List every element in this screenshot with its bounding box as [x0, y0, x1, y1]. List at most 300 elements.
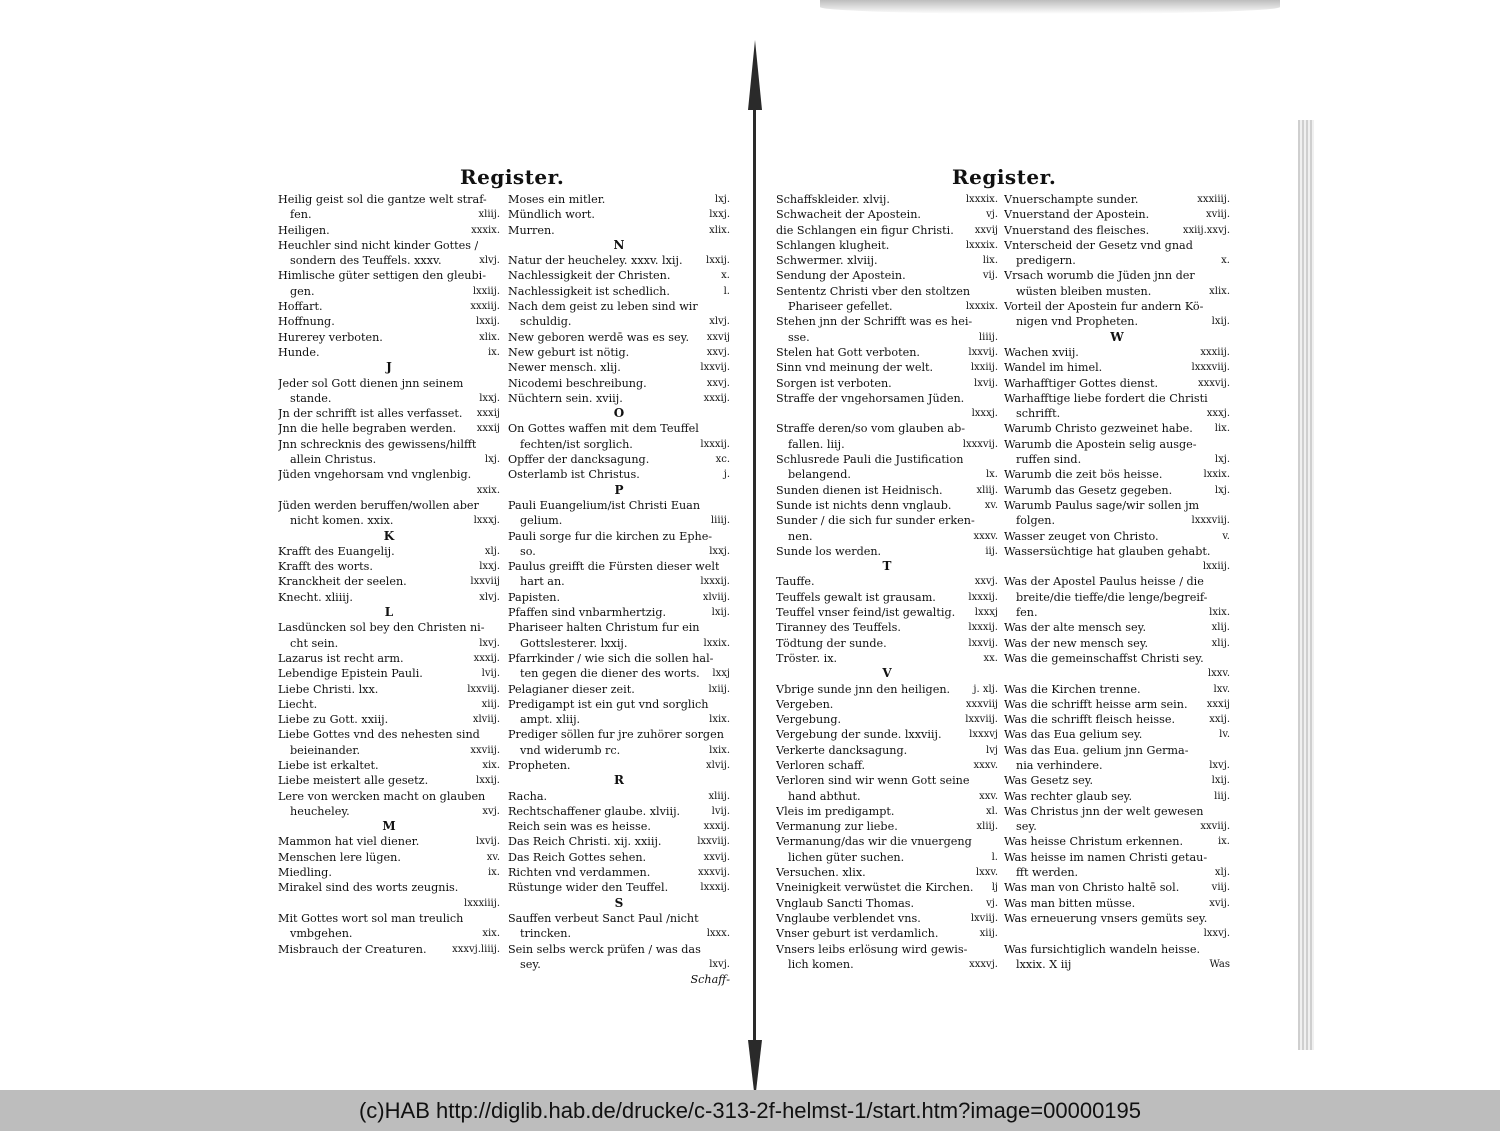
index-entry: [508, 574, 730, 589]
entry-page-ref: lxix.: [709, 714, 730, 726]
index-entry: [776, 574, 998, 589]
index-entry: [1004, 743, 1230, 758]
gutter-line: [753, 100, 756, 1060]
section-letter: M: [382, 819, 396, 834]
entry-text: Was man bitten müsse.: [1004, 896, 1136, 910]
entry-text: Straffe der vngehorsamen Jüden.: [776, 391, 965, 405]
entry-text: Newer mensch. xlij.: [508, 361, 621, 375]
index-entry: [508, 850, 730, 865]
entry-text: nigen vnd Propheten.: [1016, 315, 1139, 329]
entry-page-ref: xxxvj.liiij.: [452, 943, 500, 955]
index-entry: [508, 376, 730, 391]
entry-page-ref: [496, 192, 500, 207]
index-entry: [278, 314, 500, 329]
index-entry: [1004, 376, 1230, 391]
right-page-heading: Register.: [952, 165, 1057, 189]
entry-page-ref: lxxxij.: [968, 622, 998, 634]
entry-page-ref: l.: [991, 851, 998, 863]
entry-text: ten gegen die diener des worts.: [520, 667, 700, 681]
entry-page-ref: lxxvij.: [968, 346, 998, 358]
entry-text: Mammon hat viel diener.: [278, 835, 420, 849]
index-entry: [776, 773, 998, 788]
index-entry: [1004, 590, 1230, 605]
entry-page-ref: [1226, 804, 1230, 819]
entry-page-ref: lxxxij.: [700, 576, 730, 588]
entry-page-ref: lxj.: [1214, 484, 1230, 496]
entry-text: Paulus greifft die Fürsten dieser welt: [508, 560, 720, 574]
index-entry: [278, 666, 500, 681]
entry-text: Vnglaub Sancti Thomas.: [776, 896, 915, 910]
index-entry: [278, 697, 500, 712]
entry-text: Warumb die Apostein selig ausge-: [1004, 437, 1197, 451]
entry-page-ref: [726, 697, 730, 712]
index-entry: [776, 406, 998, 421]
entry-page-ref: xviij.: [1206, 209, 1230, 221]
entry-text: Lere von wercken macht on glauben: [278, 789, 486, 803]
entry-text: stande.: [290, 391, 332, 405]
entry-text: Verloren sind wir wenn Gott seine: [776, 774, 970, 788]
entry-text: Menschen lere lügen.: [278, 850, 401, 864]
index-entry: [508, 834, 730, 849]
entry-page-ref: lxxxviij.: [1191, 515, 1230, 527]
entry-page-ref: [1226, 911, 1230, 926]
index-entry: [1004, 942, 1230, 957]
index-entry: [1004, 421, 1230, 436]
entry-text: Nach dem geist zu leben sind wir: [508, 300, 698, 314]
entry-page-ref: xxvij: [706, 331, 730, 343]
entry-page-ref: vij.: [982, 270, 998, 282]
entry-text: Warhafftiger Gottes dienst.: [1004, 376, 1159, 390]
entry-text: Tödtung der sunde.: [776, 636, 887, 650]
entry-text: Warumb Paulus sage/wir sollen jm: [1004, 498, 1200, 512]
index-entry: [776, 880, 998, 895]
index-entry: [776, 697, 998, 712]
entry-page-ref: lxxviij: [470, 576, 500, 588]
index-entry: [278, 284, 500, 299]
entry-text: Das Reich Gottes sehen.: [508, 850, 647, 864]
index-entry: [508, 590, 730, 605]
entry-text: gen.: [290, 284, 315, 298]
entry-page-ref: lxxiij.: [970, 362, 998, 374]
entry-page-ref: xxvij: [974, 224, 998, 236]
index-entry: [1004, 360, 1230, 375]
entry-page-ref: xxxij.: [473, 652, 500, 664]
entry-text: Sunden dienen ist Heidnisch.: [776, 483, 943, 497]
index-entry: [776, 376, 998, 391]
index-entry: [1004, 834, 1230, 849]
entry-page-ref: [1226, 437, 1230, 452]
entry-page-ref: xxxvij.: [697, 867, 730, 879]
entry-page-ref: [1226, 391, 1230, 406]
index-entry: [776, 911, 998, 926]
entry-text: Teuffel vnser feind/ist gewaltig.: [776, 606, 956, 620]
entry-page-ref: [1226, 498, 1230, 513]
entry-page-ref: xxxij.: [703, 392, 730, 404]
entry-text: ruffen sind.: [1016, 453, 1082, 467]
entry-page-ref: [1226, 942, 1230, 957]
index-entry: [508, 360, 730, 375]
entry-page-ref: xvj.: [482, 805, 500, 817]
index-entry: [1004, 544, 1230, 559]
entry-page-ref: lxxj.: [709, 209, 730, 221]
entry-page-ref: lxxxvj: [969, 729, 998, 741]
index-entry: [1004, 452, 1230, 467]
index-entry: [508, 605, 730, 620]
index-entry: [278, 192, 500, 207]
index-entry: [1004, 666, 1230, 681]
index-entry: [1004, 513, 1230, 528]
entry-page-ref: [1226, 238, 1230, 253]
index-entry: [278, 467, 500, 482]
entry-text: fen.: [1016, 606, 1038, 620]
entry-text: Mirakel sind des worts zeugnis.: [278, 881, 459, 895]
entry-page-ref: [496, 467, 500, 482]
index-entry: [1004, 529, 1230, 544]
entry-page-ref: xlviij.: [472, 714, 500, 726]
entry-page-ref: [496, 789, 500, 804]
index-entry: [776, 437, 998, 452]
index-entry: [278, 544, 500, 559]
entry-page-ref: j.: [723, 469, 730, 481]
entry-text: Straffe deren/so vom glauben ab-: [776, 422, 966, 436]
index-entry: [1004, 773, 1230, 788]
entry-text: New geburt ist nötig.: [508, 345, 630, 359]
entry-text: Hoffnung.: [278, 315, 335, 329]
entry-page-ref: [994, 452, 998, 467]
index-entry: [776, 636, 998, 651]
entry-text: Himlische güter settigen den gleubi-: [278, 269, 486, 283]
entry-text: die Schlangen ein figur Christi.: [776, 223, 954, 237]
index-entry: [508, 712, 730, 727]
entry-page-ref: xxxij: [476, 423, 500, 435]
entry-page-ref: [994, 284, 998, 299]
entry-page-ref: [496, 376, 500, 391]
entry-page-ref: [726, 651, 730, 666]
section-letter: P: [614, 482, 624, 497]
entry-text: Vnglaube verblendet vns.: [776, 911, 921, 925]
index-entry: [1004, 712, 1230, 727]
entry-page-ref: lxvij.: [476, 836, 500, 848]
entry-page-ref: lxxiij.: [1202, 561, 1230, 573]
entry-page-ref: [994, 773, 998, 788]
index-entry: [1004, 605, 1230, 620]
entry-page-ref: x.: [721, 270, 730, 282]
entry-text: Vnuerschampte sunder.: [1004, 193, 1139, 206]
index-entry: [1004, 911, 1230, 926]
entry-text: Pauli sorge fur die kirchen zu Ephe-: [508, 529, 713, 543]
entry-page-ref: [726, 421, 730, 436]
index-entry: [776, 223, 998, 238]
entry-page-ref: xxxix.: [471, 224, 500, 236]
entry-text: fen.: [290, 208, 312, 222]
index-entry: [776, 942, 998, 957]
index-entry: [508, 666, 730, 681]
index-entry: [1004, 391, 1230, 406]
entry-text: Schlangen klugheit.: [776, 238, 890, 252]
entry-text: Racha.: [508, 789, 548, 803]
entry-page-ref: lxxv.: [1207, 668, 1230, 680]
entry-text: lich komen.: [788, 957, 854, 971]
entry-text: Was heisse Christum erkennen.: [1004, 835, 1184, 849]
entry-text: beieinander.: [290, 743, 361, 757]
copyright-footer: (c)HAB http://diglib.hab.de/drucke/c-313-2f-helmst-1/start.htm?image=00000195: [0, 1090, 1500, 1131]
entry-page-ref: lxj.: [484, 454, 500, 466]
entry-page-ref: [1226, 299, 1230, 314]
index-entry: [278, 712, 500, 727]
index-entry: [508, 682, 730, 697]
entry-page-ref: xlj.: [484, 545, 500, 557]
entry-text: gelium.: [520, 514, 563, 528]
entry-page-ref: [726, 299, 730, 314]
entry-page-ref: xxviij.: [470, 744, 500, 756]
entry-page-ref: xliij.: [478, 209, 500, 221]
index-entry: [776, 513, 998, 528]
entry-page-ref: ix.: [487, 867, 500, 879]
entry-text: Vnsers leibs erlösung wird gewis-: [776, 942, 968, 956]
index-entry: [508, 284, 730, 299]
entry-text: Tiranney des Teuffels.: [776, 621, 901, 635]
index-entry: [1004, 498, 1230, 513]
entry-text: Wasser zeuget von Christo.: [1004, 529, 1159, 543]
index-entry: [776, 896, 998, 911]
entry-page-ref: [496, 727, 500, 742]
entry-text: [1004, 666, 1016, 681]
index-entry: [508, 345, 730, 360]
entry-text: Pelagianer dieser zeit.: [508, 682, 635, 696]
entry-page-ref: lv.: [1219, 729, 1230, 741]
index-entry: [1004, 926, 1230, 941]
index-entry: [278, 330, 500, 345]
entry-page-ref: x.: [1221, 255, 1230, 267]
entry-page-ref: xlix.: [479, 331, 500, 343]
entry-text: Sinn vnd meinung der welt.: [776, 361, 934, 375]
entry-text: Vneinigkeit verwüstet die Kirchen.: [776, 881, 974, 895]
entry-text: Liecht.: [278, 697, 318, 711]
entry-page-ref: lxxviij.: [697, 836, 730, 848]
entry-page-ref: liiij.: [978, 331, 998, 343]
entry-page-ref: xxxviij: [965, 698, 998, 710]
index-entry: [1004, 574, 1230, 589]
entry-page-ref: lxxix.: [1203, 469, 1230, 481]
entry-page-ref: lxij.: [1211, 775, 1230, 787]
entry-text: Sunde ist nichts denn vnglaub.: [776, 498, 952, 512]
entry-page-ref: xliij.: [708, 790, 730, 802]
index-entry: [776, 789, 998, 804]
entry-page-ref: lvj: [986, 744, 998, 756]
entry-text: belangend.: [788, 468, 851, 482]
entry-text: Tauffe.: [776, 575, 815, 589]
entry-text: Nachlessigkeit der Christen.: [508, 269, 671, 283]
entry-text: Was das Eua gelium sey.: [1004, 728, 1143, 742]
entry-text: Sunder / die sich fur sunder erken-: [776, 514, 975, 528]
entry-page-ref: [994, 942, 998, 957]
index-entry: [1004, 804, 1230, 819]
entry-text: Warumb die zeit bös heisse.: [1004, 468, 1163, 482]
index-entry: [278, 406, 500, 421]
entry-text: Stehen jnn der Schrifft was es hei-: [776, 315, 973, 329]
entry-text: Pfaffen sind vnbarmhertzig.: [508, 606, 667, 620]
entry-page-ref: [726, 727, 730, 742]
entry-page-ref: xix.: [482, 928, 500, 940]
entry-text: Prediger söllen fur jre zuhörer sorgen: [508, 728, 724, 742]
entry-text: Gottslesterer. lxxij.: [520, 636, 628, 650]
index-entry: [508, 727, 730, 742]
entry-page-ref: xlij.: [1211, 637, 1230, 649]
entry-text: Jeder sol Gott dienen jnn seinem: [278, 376, 464, 390]
index-entry: [776, 804, 998, 819]
index-entry: [776, 590, 998, 605]
index-entry: [776, 238, 998, 253]
entry-page-ref: xxxvj.: [969, 958, 998, 970]
entry-page-ref: lxxxix.: [965, 194, 998, 205]
entry-page-ref: lxiij.: [708, 683, 730, 695]
index-entry: [278, 942, 500, 957]
entry-text: Nüchtern sein. xviij.: [508, 391, 623, 405]
index-entry: [1004, 238, 1230, 253]
entry-text: Vrsach worumb die Jüden jnn der: [1004, 269, 1195, 283]
entry-page-ref: xxxvij.: [1197, 377, 1230, 389]
index-entry: [278, 590, 500, 605]
entry-page-ref: [496, 498, 500, 513]
entry-text: Nicodemi beschreibung.: [508, 376, 647, 390]
entry-text: Pauli Euangelium/ist Christi Euan: [508, 498, 701, 512]
index-entry: [278, 911, 500, 926]
entry-text: [1004, 559, 1016, 574]
index-entry: [508, 620, 730, 635]
entry-page-ref: lxxv.: [975, 867, 998, 879]
index-entry: [508, 268, 730, 283]
entry-text: Rechtschaffener glaube. xlviij.: [508, 804, 681, 818]
entry-page-ref: lxxx.: [706, 928, 730, 940]
entry-text: Jüden werden beruffen/wollen aber: [278, 498, 479, 512]
entry-text: sse.: [788, 330, 810, 344]
left-column-2: [508, 192, 730, 987]
entry-page-ref: xxvij.: [703, 851, 730, 863]
index-entry: [1004, 559, 1230, 574]
index-entry: [776, 391, 998, 406]
entry-text: Was erneuerung vnsers gemüts sey.: [1004, 911, 1208, 925]
entry-page-ref: xxxj.: [1206, 408, 1230, 420]
index-entry: [278, 804, 500, 819]
entry-page-ref: lxix.: [709, 744, 730, 756]
entry-text: Teuffels gewalt ist grausam.: [776, 590, 936, 604]
index-entry: [278, 865, 500, 880]
entry-page-ref: lxvj.: [479, 637, 500, 649]
entry-page-ref: [1226, 590, 1230, 605]
index-entry: [1004, 850, 1230, 865]
index-entry: [776, 544, 998, 559]
entry-page-ref: [496, 437, 500, 452]
entry-text: schrifft.: [1016, 407, 1061, 421]
entry-page-ref: lxxxix.: [965, 239, 998, 251]
index-entry: [776, 268, 998, 283]
entry-text: Lasdüncken sol bey den Christen ni-: [278, 621, 485, 635]
index-entry: [508, 789, 730, 804]
entry-page-ref: lxxxij.: [700, 438, 730, 450]
index-entry: [776, 498, 998, 513]
entry-page-ref: viij.: [1211, 882, 1230, 894]
entry-text: Vergebung.: [776, 713, 842, 727]
entry-page-ref: lxxix.: [703, 637, 730, 649]
entry-text: schuldig.: [520, 315, 572, 329]
entry-page-ref: lxxxj: [974, 607, 998, 619]
entry-page-ref: [496, 911, 500, 926]
entry-page-ref: vj.: [986, 209, 998, 221]
entry-text: Heiligen.: [278, 223, 330, 237]
entry-text: On Gottes waffen mit dem Teuffel: [508, 422, 699, 436]
index-entry: [508, 880, 730, 895]
index-entry: [278, 421, 500, 436]
entry-page-ref: [1226, 574, 1230, 589]
index-entry: [776, 819, 998, 834]
entry-page-ref: [726, 911, 730, 926]
entry-text: Liebe meistert alle gesetz.: [278, 774, 429, 788]
index-entry: [776, 727, 998, 742]
entry-text: Predigampt ist ein gut vnd sorglich: [508, 697, 709, 711]
index-entry: [278, 789, 500, 804]
index-entry: [278, 437, 500, 452]
entry-page-ref: v.: [1222, 530, 1230, 542]
index-entry: [776, 529, 998, 544]
index-entry: [776, 467, 998, 482]
entry-text: Hurerey verboten.: [278, 330, 383, 344]
index-entry: [1004, 636, 1230, 651]
entry-text: Sunde los werden.: [776, 544, 882, 558]
index-entry: [1004, 223, 1230, 238]
entry-text: Nachlessigkeit ist schedlich.: [508, 284, 670, 298]
entry-text: Vermanung zur liebe.: [776, 820, 898, 834]
entry-page-ref: xlj.: [1214, 867, 1230, 879]
index-entry: [278, 452, 500, 467]
entry-text: Krafft des worts.: [278, 560, 373, 574]
entry-text: allein Christus.: [290, 453, 377, 467]
index-entry: [508, 942, 730, 957]
entry-page-ref: lvij.: [481, 668, 500, 680]
index-entry: [508, 819, 730, 834]
entry-text: predigern.: [1016, 254, 1076, 268]
entry-text: fechten/ist sorglich.: [520, 437, 633, 451]
entry-text: Natur der heucheley. xxxv. lxij.: [508, 254, 683, 268]
entry-text: Papisten.: [508, 590, 561, 604]
section-letter: N: [613, 237, 625, 252]
index-entry: [1004, 284, 1230, 299]
index-entry: [776, 360, 998, 375]
entry-text: Was man von Christo haltē sol.: [1004, 881, 1180, 895]
entry-text: Was die gemeinschaffst Christi sey.: [1004, 651, 1204, 665]
entry-text: Schwacheit der Apostein.: [776, 208, 921, 222]
entry-page-ref: [994, 391, 998, 406]
entry-page-ref: [726, 620, 730, 635]
section-letter: T: [882, 559, 892, 574]
index-entry: [508, 314, 730, 329]
section-letter: O: [613, 406, 625, 421]
entry-page-ref: lxxij.: [476, 316, 500, 328]
entry-page-ref: xv.: [486, 851, 500, 863]
entry-text: Vergebung der sunde. lxxviij.: [776, 728, 942, 742]
entry-text: Reich sein was es heisse.: [508, 820, 651, 834]
catchword: Schaff-: [690, 973, 730, 987]
entry-page-ref: lxxij.: [476, 775, 500, 787]
entry-text: Liebe Christi. lxx.: [278, 682, 379, 696]
index-entry: [1004, 467, 1230, 482]
entry-page-ref: xlij.: [1211, 622, 1230, 634]
entry-text: Was der new mensch sey.: [1004, 636, 1149, 650]
index-entry: [776, 452, 998, 467]
index-entry: [508, 513, 730, 528]
entry-text: Sorgen ist verboten.: [776, 376, 892, 390]
entry-text: Phariseer halten Christum fur ein: [508, 621, 700, 635]
index-entry: [278, 636, 500, 651]
